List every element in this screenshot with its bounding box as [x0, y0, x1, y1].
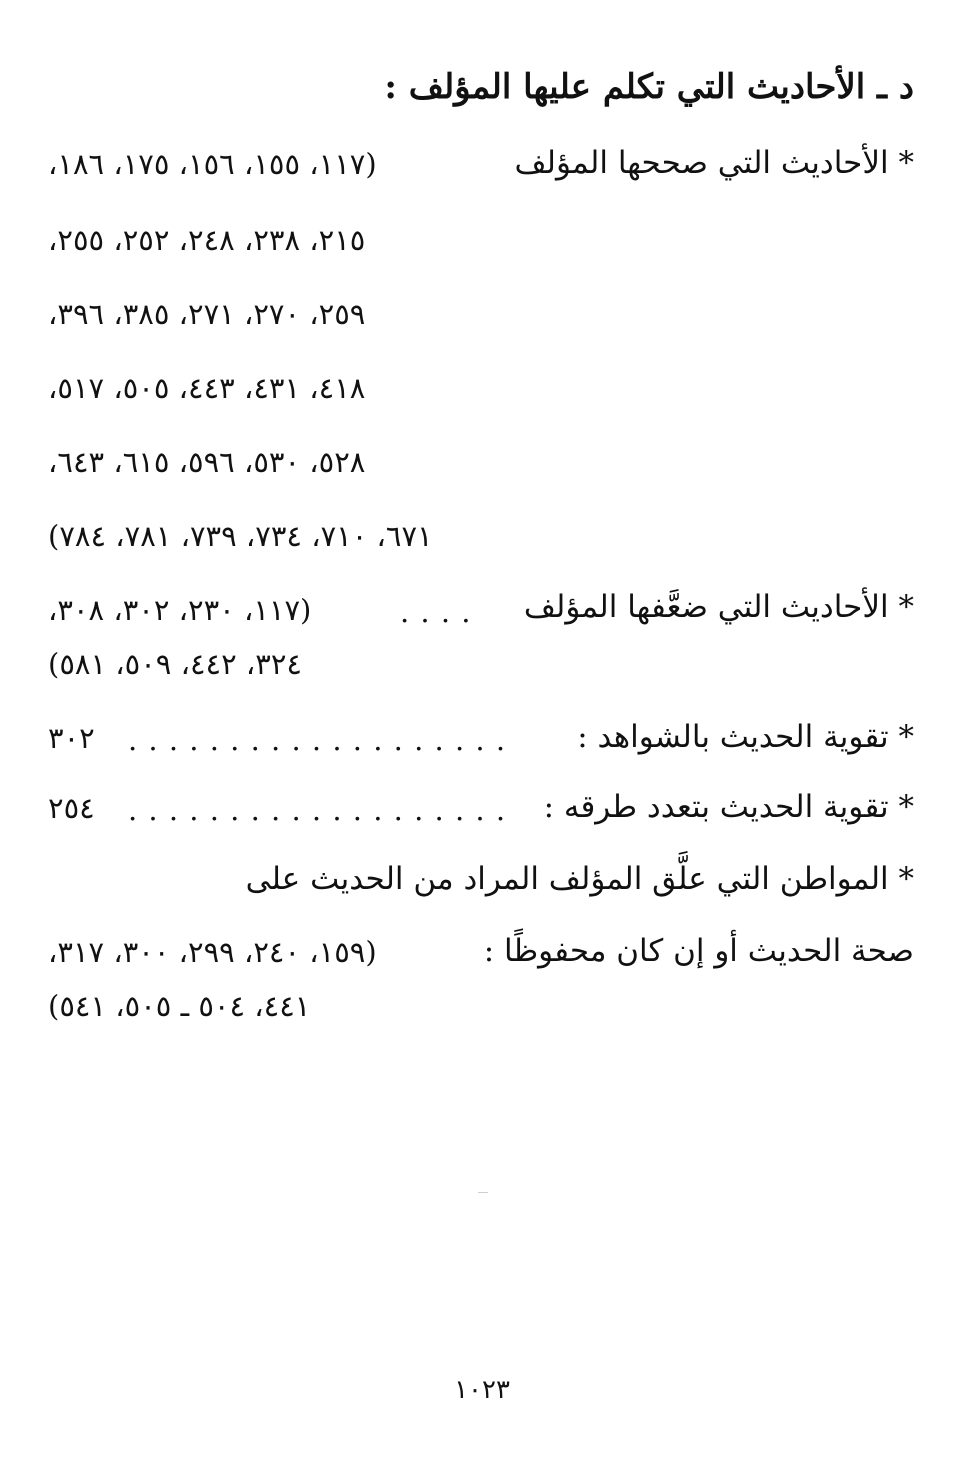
authenticated-numbers-line-3: ٢٥٩، ٢٧٠، ٢٧١، ٣٨٥، ٣٩٦، [48, 297, 366, 331]
separator-mark [478, 1192, 488, 1193]
witnesses-label: * تقوية الحديث بالشواهد : [577, 719, 914, 755]
authenticated-label: * الأحاديث التي صححها المؤلف [514, 145, 914, 181]
weakened-numbers-line-1: (١١٧، ٢٣٠، ٣٠٢، ٣٠٨، [48, 593, 312, 627]
authenticated-numbers-line-1: (١١٧، ١٥٥، ١٥٦، ١٧٥، ١٨٦، [48, 147, 377, 181]
authenticated-numbers-line-4: ٤١٨، ٤٣١، ٤٤٣، ٥٠٥، ٥١٧، [48, 371, 366, 405]
page-number: ١٠٢٣ [454, 1375, 510, 1405]
multiple-paths-label: * تقوية الحديث بتعدد طرقه : [543, 789, 914, 825]
authenticated-numbers-line-6: ٦٧١، ٧١٠، ٧٣٤، ٧٣٩، ٧٨١، ٧٨٤) [48, 519, 433, 553]
witnesses-leader-dots: . . . . . . . . . . . . . . . . . . . [128, 723, 507, 757]
authenticated-numbers-line-2: ٢١٥، ٢٣٨، ٢٤٨، ٢٥٢، ٢٥٥، [48, 223, 366, 257]
weakened-numbers-line-2: ٣٢٤، ٤٤٢، ٥٠٩، ٥٨١) [48, 647, 302, 681]
conditional-label-line-2: صحة الحديث أو إن كان محفوظًا : [483, 933, 914, 969]
witnesses-page-number: ٣٠٢ [48, 721, 95, 755]
weakened-leader-dots: . . . . [400, 595, 472, 629]
conditional-numbers-line-2: ٤٤١، ٥٠٤ ـ ٥٠٥، ٥٤١) [48, 989, 311, 1023]
section-heading: د ـ الأحاديث التي تكلم عليها المؤلف : [384, 67, 914, 107]
conditional-numbers-line-1: (١٥٩، ٢٤٠، ٢٩٩، ٣٠٠، ٣١٧، [48, 935, 377, 969]
multiple-paths-page-number: ٢٥٤ [48, 791, 95, 825]
conditional-label-line-1: * المواطن التي علَّق المؤلف المراد من الحديث على [245, 861, 914, 897]
weakened-label: * الأحاديث التي ضعَّفها المؤلف [523, 589, 914, 625]
multiple-paths-leader-dots: . . . . . . . . . . . . . . . . . . . [128, 793, 507, 827]
authenticated-numbers-line-5: ٥٢٨، ٥٣٠، ٥٩٦، ٦١٥، ٦٤٣، [48, 445, 366, 479]
